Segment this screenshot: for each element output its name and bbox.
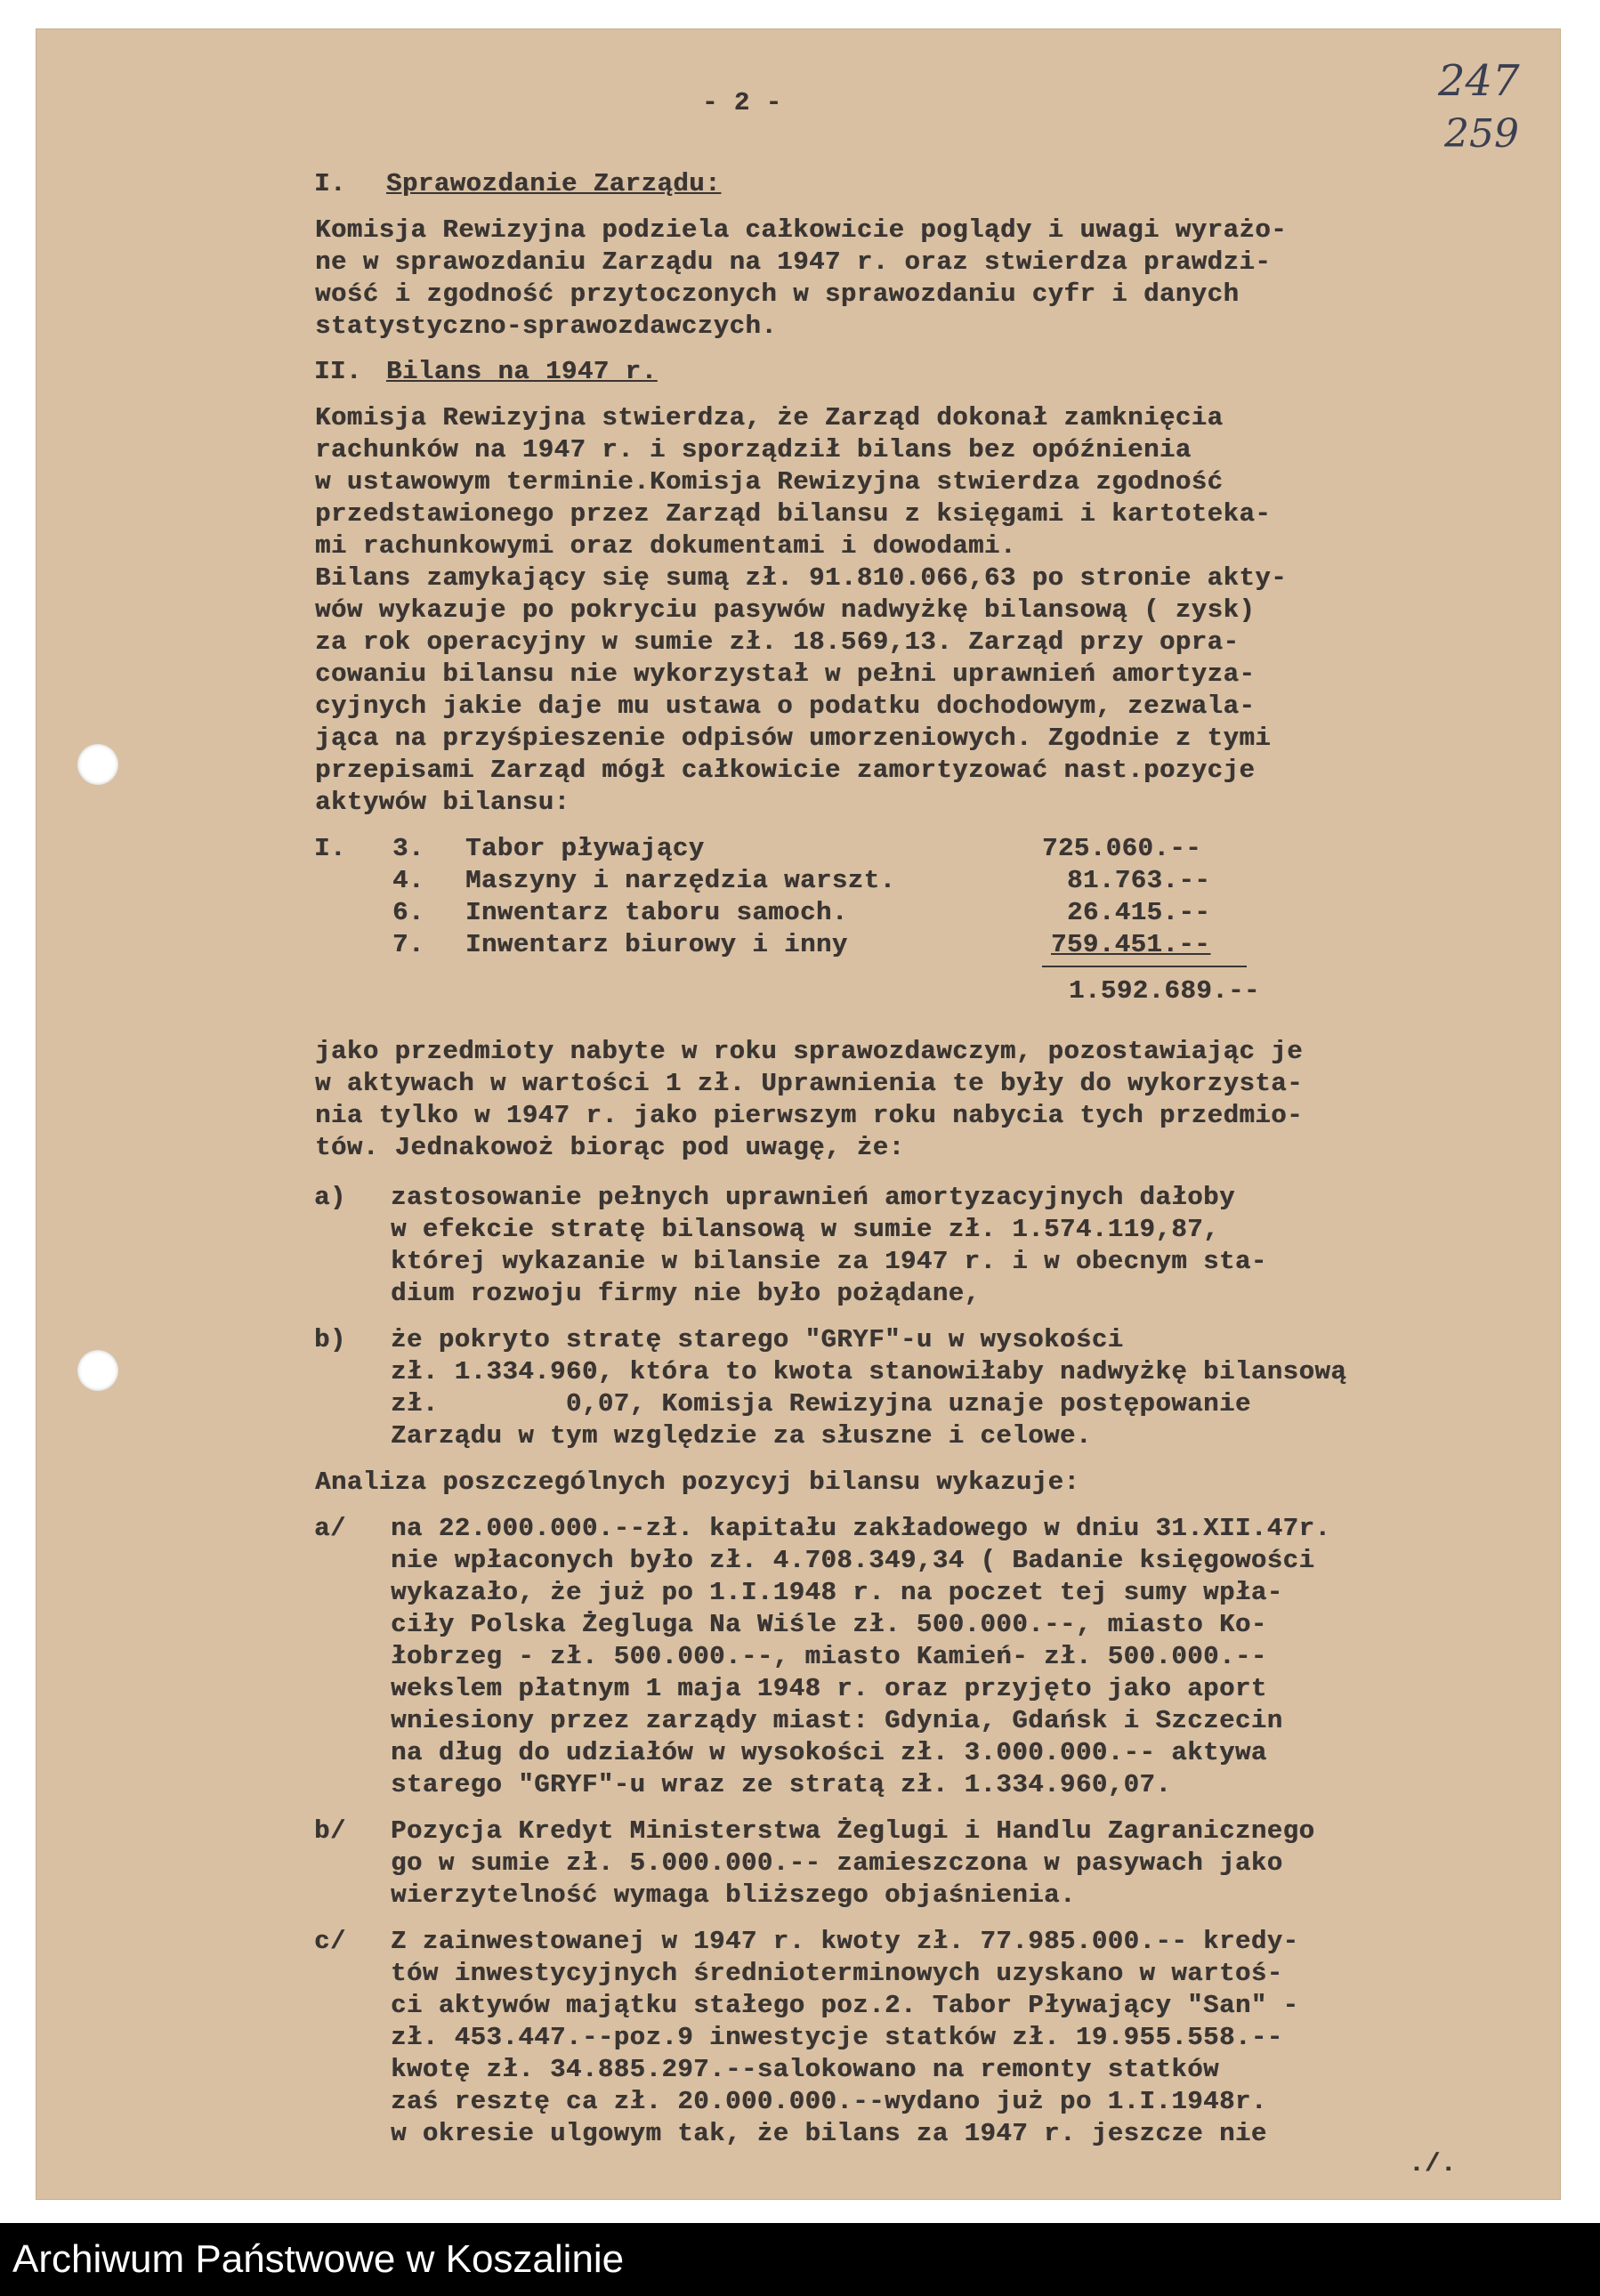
list-line: wekslem płatnym 1 maja 1948 r. oraz przyjęto jako aport: [391, 1674, 1267, 1703]
continuation-mark: ./.: [1409, 2149, 1457, 2179]
list-line: wierzytelność wymaga bliższego objaśnienia.: [391, 1880, 1076, 1910]
asset-item-number: 7.: [392, 930, 424, 959]
asset-item-name: Inwentarz taboru samoch.: [465, 898, 848, 927]
list-line: ci aktywów majątku stałego poz.2. Tabor Pływający "San" -: [391, 1991, 1299, 2020]
page-number: - 2 -: [702, 88, 782, 117]
list-label: b/: [314, 1816, 346, 1846]
list-line: Zarządu w tym względzie za słuszne i celowe.: [391, 1421, 1092, 1451]
asset-item-name: Inwentarz biurowy i inny: [465, 930, 848, 959]
list-line: że pokryto stratę starego "GRYF"-u w wysokości: [391, 1325, 1124, 1354]
list-line: Pozycja Kredyt Ministerstwa Żeglugi i Handlu Zagranicznego: [391, 1816, 1315, 1846]
asset-item-value: 759.451.--: [1051, 930, 1211, 959]
paragraph-line: w aktywach w wartości 1 zł. Uprawnienia te były do wykorzysta-: [315, 1069, 1303, 1098]
paragraph-line: Komisja Rewizyjna podziela całkowicie poglądy i uwagi wyrażo-: [315, 215, 1288, 245]
asset-item-value: 26.415.--: [1067, 898, 1211, 927]
paragraph-line: Komisja Rewizyjna stwierdza, że Zarząd dokonał zamknięcia: [315, 403, 1224, 433]
paragraph-line: mi rachunkowymi oraz dokumentami i dowodami.: [315, 531, 1016, 561]
paragraph-line: Bilans zamykający się sumą zł. 91.810.066,63 po stronie akty-: [315, 563, 1288, 593]
sum-rule: [1042, 966, 1247, 967]
asset-total: 1.592.689.--: [1069, 976, 1260, 1006]
list-line: zł. 453.447.--poz.9 inwestycje statków zł. 19.955.558.--: [391, 2023, 1283, 2052]
list-label: b): [314, 1325, 346, 1354]
list-line: starego "GRYF"-u wraz ze stratą zł. 1.334.960,07.: [391, 1770, 1172, 1799]
asset-group-label: I.: [314, 834, 346, 863]
asset-item-number: 4.: [392, 866, 424, 895]
paragraph-line: rachunków na 1947 r. i sporządził bilans bez opóźnienia: [315, 435, 1192, 465]
asset-item-name: Maszyny i narzędzia warszt.: [465, 866, 896, 895]
paragraph-line: za rok operacyjny w sumie zł. 18.569,13. Zarząd przy opra-: [315, 627, 1240, 657]
paragraph-line: cyjnych jakie daje mu ustawa o podatku dochodowym, zezwala-: [315, 691, 1256, 721]
list-line: wykazało, że już po 1.I.1948 r. na poczet tej sumy wpła-: [391, 1578, 1283, 1607]
paragraph-line: przedstawionego przez Zarząd bilansu z księgami i kartoteka-: [315, 499, 1272, 529]
list-line: Z zainwestowanej w 1947 r. kwoty zł. 77.985.000.-- kredy-: [391, 1927, 1299, 1956]
paragraph-line: jako przedmioty nabyte w roku sprawozdawczym, pozostawiając je: [315, 1037, 1303, 1066]
paragraph-line: aktywów bilansu:: [315, 788, 570, 817]
archive-number-bottom: 259: [1444, 111, 1519, 157]
list-line: go w sumie zł. 5.000.000.-- zamieszczona w pasywach jako: [391, 1848, 1283, 1878]
archive-footer: [0, 2223, 1600, 2296]
list-label: c/: [314, 1927, 346, 1956]
list-line: na 22.000.000.--zł. kapitału zakładowego w dniu 31.XII.47r.: [391, 1514, 1331, 1543]
list-line: kwotę zł. 34.885.297.--salokowano na remonty statków: [391, 2055, 1219, 2084]
list-line: tów inwestycyjnych średnioterminowych uzyskano w wartoś-: [391, 1959, 1283, 1988]
list-label: a/: [314, 1514, 346, 1543]
asset-item-number: 3.: [392, 834, 424, 863]
list-line: łobrzeg - zł. 500.000.--, miasto Kamień- zł. 500.000.--: [391, 1642, 1267, 1671]
section-heading: Bilans na 1947 r.: [386, 357, 658, 386]
asset-item-number: 6.: [392, 898, 424, 927]
list-line: wniesiony przez zarządy miast: Gdynia, Gdańsk i Szczecin: [391, 1706, 1283, 1735]
list-line: w okresie ulgowym tak, że bilans za 1947 r. jeszcze nie: [391, 2119, 1267, 2148]
punch-hole: [77, 1350, 118, 1391]
paragraph-line: wów wykazuje po pokryciu pasywów nadwyżkę bilansową ( zysk): [315, 595, 1256, 625]
list-line: dium rozwoju firmy nie było pożądane,: [391, 1279, 981, 1308]
list-line: zaś resztę ca zł. 20.000.000.--wydano już po 1.I.1948r.: [391, 2087, 1267, 2116]
list-line: na dług do udziałów w wysokości zł. 3.000.000.-- aktywa: [391, 1738, 1267, 1767]
list-line: zastosowanie pełnych uprawnień amortyzacyjnych dałoby: [391, 1183, 1235, 1212]
list-line: nie wpłaconych było zł. 4.708.349,34 ( Badanie księgowości: [391, 1546, 1315, 1575]
list-line: zł. 1.334.960, która to kwota stanowiłaby nadwyżkę bilansową: [391, 1357, 1347, 1386]
section-number: I.: [314, 169, 346, 198]
asset-item-value: 81.763.--: [1067, 866, 1211, 895]
paragraph-line: przepisami Zarząd mógł całkowicie zamortyzować nast.pozycje: [315, 756, 1256, 785]
paragraph-line: w ustawowym terminie.Komisja Rewizyjna stwierdza zgodność: [315, 467, 1224, 497]
list-line: zł. 0,07, Komisja Rewizyjna uznaje postępowanie: [391, 1389, 1251, 1419]
section-number: II.: [314, 357, 362, 386]
paragraph-line: wość i zgodność przytoczonych w sprawozdaniu cyfr i danych: [315, 279, 1240, 309]
list-line: ciły Polska Żegluga Na Wiśle zł. 500.000.--, miasto Ko-: [391, 1610, 1267, 1639]
list-line: której wykazanie w bilansie za 1947 r. i w obecnym sta-: [391, 1247, 1267, 1276]
paragraph-line: ne w sprawozdaniu Zarządu na 1947 r. oraz stwierdza prawdzi-: [315, 247, 1272, 277]
document-scan: [36, 28, 1561, 2200]
analysis-intro: Analiza poszczególnych pozycyj bilansu wykazuje:: [315, 1467, 1080, 1497]
archive-name: Archiwum Państwowe w Koszalinie: [12, 2237, 625, 2281]
paragraph-line: nia tylko w 1947 r. jako pierwszym roku nabycia tych przedmio-: [315, 1101, 1303, 1130]
paragraph-line: tów. Jednakowoż biorąc pod uwagę, że:: [315, 1133, 905, 1162]
paragraph-line: statystyczno-sprawozdawczych.: [315, 311, 778, 341]
punch-hole: [77, 744, 118, 785]
archive-number-top: 247: [1438, 56, 1520, 106]
asset-item-value: 725.060.--: [1042, 834, 1202, 863]
section-heading: Sprawozdanie Zarządu:: [386, 169, 721, 198]
asset-item-name: Tabor pływający: [465, 834, 705, 863]
list-label: a): [314, 1183, 346, 1212]
list-line: w efekcie stratę bilansową w sumie zł. 1.574.119,87,: [391, 1215, 1219, 1244]
paragraph-line: cowaniu bilansu nie wykorzystał w pełni uprawnień amortyza-: [315, 659, 1256, 689]
paragraph-line: jąca na przyśpieszenie odpisów umorzeniowych. Zgodnie z tymi: [315, 724, 1272, 753]
